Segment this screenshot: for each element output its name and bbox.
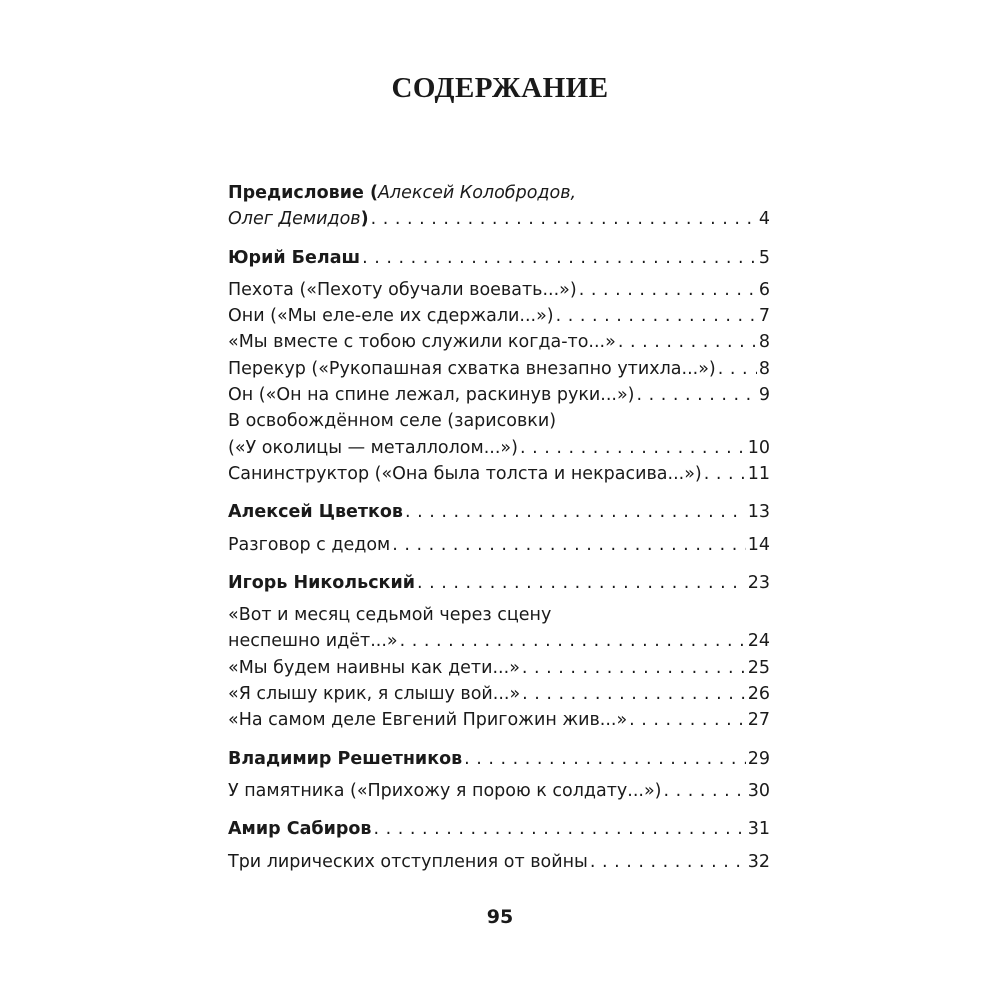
preface-label: Предисловие [228, 183, 364, 203]
section-author: Юрий Белаш [228, 247, 361, 268]
leader-dots [718, 356, 757, 382]
entry-title: Разговор с дедом [228, 534, 391, 555]
sections-container [228, 233, 770, 875]
entry-title: «Мы будем наивны как дети...» [228, 657, 520, 678]
entry-title: «Я слышу крик, я слышу вой...» [228, 684, 521, 705]
leader-dots [664, 778, 746, 804]
entry-page: 9 [758, 385, 770, 406]
toc-entry [228, 382, 770, 408]
leader-dots [520, 435, 746, 461]
toc-entry [228, 707, 770, 733]
entry-title: Он («Он на спине лежал, раскинув руки...») [228, 385, 635, 406]
section-page: 5 [758, 247, 770, 268]
entry-page: 8 [758, 358, 770, 379]
entry-page: 32 [747, 851, 770, 872]
section-page: 13 [747, 502, 770, 523]
spacer [228, 558, 770, 570]
entry-page: 30 [747, 780, 770, 801]
toc-entry [228, 778, 770, 804]
section-page: 23 [747, 572, 770, 593]
section-page: 31 [747, 819, 770, 840]
toc-entry-line1: В освобождённом селе (зарисовки) [228, 411, 557, 432]
entry-title: Санинструктор («Она была толста и некрасива...») [228, 463, 702, 484]
entry-title: Они («Мы еле-еле их сдержали...») [228, 306, 554, 327]
entry-title: Три лирических отступления от войны [228, 851, 588, 872]
entry-title: «Мы вместе с тобою служили когда-то...» [228, 332, 616, 353]
table-of-contents [228, 180, 770, 875]
section-heading [228, 245, 770, 271]
leader-dots [636, 382, 756, 408]
leader-dots [556, 303, 757, 329]
entry-page: 6 [758, 279, 770, 300]
leader-dots [618, 329, 757, 355]
section-author: Владимир Решетников [228, 748, 463, 769]
toc-entry [228, 435, 770, 461]
section-author: Алексей Цветков [228, 502, 403, 523]
leader-dots [374, 816, 746, 842]
entry-page: 14 [747, 534, 770, 555]
entry-page: 25 [747, 657, 770, 678]
section-heading [228, 746, 770, 772]
toc-entry [228, 303, 770, 329]
page-title: СОДЕРЖАНИЕ [391, 72, 609, 104]
toc-entry [228, 628, 770, 654]
entry-page: 26 [747, 684, 770, 705]
section-heading [228, 570, 770, 596]
toc-entry [228, 681, 770, 707]
section-author: Игорь Никольский [228, 572, 415, 593]
toc-entry [228, 277, 770, 303]
leader-dots [417, 570, 746, 596]
leader-dots [371, 206, 757, 232]
preface-page: 4 [758, 209, 770, 230]
section-heading [228, 816, 770, 842]
entry-title: «На самом деле Евгений Пригожин жив...» [228, 710, 628, 731]
preface-entry-line1: Предисловие (Алексей Колобродов, [228, 183, 577, 203]
entry-page: 8 [758, 332, 770, 353]
entry-title: неспешно идёт...» [228, 631, 398, 652]
page-number: 95 [486, 906, 514, 928]
leader-dots [522, 681, 746, 707]
leader-dots [392, 532, 745, 558]
toc-entry-line1: «Вот и месяц седьмой через сцену [228, 605, 552, 626]
leader-dots [704, 461, 746, 487]
entry-page: 11 [747, 463, 770, 484]
toc-entry [228, 849, 770, 875]
leader-dots [590, 849, 746, 875]
entry-page: 27 [747, 710, 770, 731]
toc-entry [228, 461, 770, 487]
leader-dots [629, 707, 746, 733]
toc-entry [228, 532, 770, 558]
leader-dots [464, 746, 746, 772]
leader-dots [522, 655, 746, 681]
leader-dots [579, 277, 757, 303]
preface-entry: Олег Демидов) . . . 4 [228, 206, 770, 232]
section-page: 29 [747, 748, 770, 769]
section-author: Амир Сабиров [228, 819, 372, 840]
toc-entry [228, 356, 770, 382]
spacer [228, 233, 770, 245]
spacer [228, 487, 770, 499]
entry-page: 24 [747, 631, 770, 652]
leader-dots [400, 628, 746, 654]
entry-page: 10 [747, 437, 770, 458]
entry-title: Пехота («Пехоту обучали воевать...») [228, 279, 577, 300]
leader-dots [362, 245, 757, 271]
toc-entry [228, 655, 770, 681]
preface-authors: Алексей Колобродов, [377, 183, 577, 203]
leader-dots [405, 499, 746, 525]
spacer [228, 804, 770, 816]
entry-title: («У околицы — металлолом...») [228, 437, 518, 458]
entry-page: 7 [758, 306, 770, 327]
section-heading [228, 499, 770, 525]
entry-title: У памятника («Прихожу я порою к солдату...») [228, 780, 662, 801]
toc-entry [228, 329, 770, 355]
preface-authors-2: Олег Демидов [228, 209, 361, 230]
spacer [228, 734, 770, 746]
entry-title: Перекур («Рукопашная схватка внезапно утихла...») [228, 358, 716, 379]
